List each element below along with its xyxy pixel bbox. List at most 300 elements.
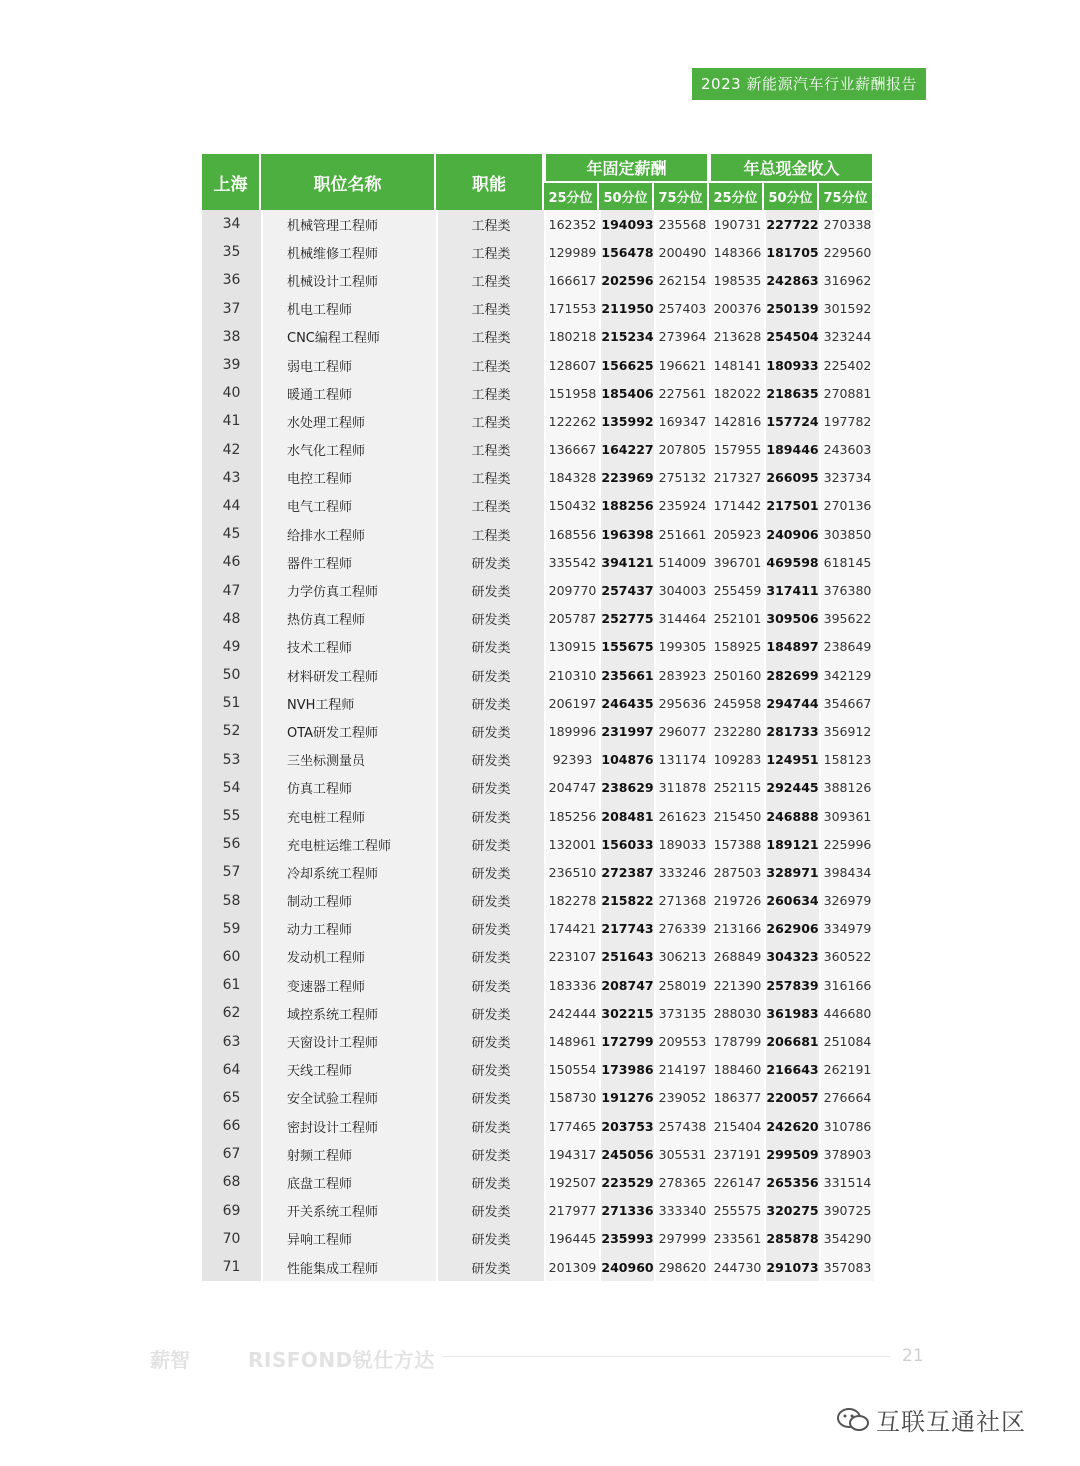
function-category-cell: 研发类 [436, 971, 544, 999]
total-p50-cell: 206681 [764, 1027, 819, 1055]
total-p25-cell: 157388 [709, 830, 764, 858]
total-p25-cell: 252101 [709, 605, 764, 633]
fixed-p50-cell: 203753 [599, 1112, 654, 1140]
row-number-cell: 52 [202, 717, 261, 745]
total-p25-cell: 217327 [709, 464, 764, 492]
total-p75-cell: 376380 [819, 576, 874, 604]
table-row [202, 1112, 874, 1140]
fixed-p25-cell: 174421 [544, 915, 599, 943]
fixed-p75-cell: 207805 [654, 436, 709, 464]
fixed-p50-cell: 394121 [599, 548, 654, 576]
total-p50-cell: 281733 [764, 717, 819, 745]
fixed-p75-cell: 273964 [654, 323, 709, 351]
total-p50-cell: 189446 [764, 436, 819, 464]
total-p75-cell: 342129 [819, 661, 874, 689]
fixed-p75-cell: 239052 [654, 1084, 709, 1112]
fixed-p75-cell: 278365 [654, 1168, 709, 1196]
total-p25-cell: 233561 [709, 1225, 764, 1253]
function-category-cell: 研发类 [436, 746, 544, 774]
fixed-p25-cell: 183336 [544, 971, 599, 999]
total-p75-cell: 331514 [819, 1168, 874, 1196]
fixed-p75-cell: 271368 [654, 887, 709, 915]
fixed-p25-cell: 180218 [544, 323, 599, 351]
fixed-p25-cell: 217977 [544, 1197, 599, 1225]
fixed-p75-cell: 295636 [654, 689, 709, 717]
total-p25-cell: 157955 [709, 436, 764, 464]
total-p25-cell: 148141 [709, 351, 764, 379]
function-category-cell: 工程类 [436, 266, 544, 294]
total-p25-cell: 255459 [709, 576, 764, 604]
role-name-cell: 射频工程师 [261, 1140, 436, 1168]
total-p25-cell: 109283 [709, 746, 764, 774]
header-total-cash: 年总现金收入 [709, 154, 874, 181]
table-row [202, 887, 874, 915]
row-number-cell: 44 [202, 492, 261, 520]
total-p25-cell: 226147 [709, 1168, 764, 1196]
row-number-cell: 69 [202, 1197, 261, 1225]
fixed-p75-cell: 298620 [654, 1253, 709, 1281]
total-p75-cell: 309361 [819, 802, 874, 830]
total-p75-cell: 225402 [819, 351, 874, 379]
fixed-p25-cell: 150432 [544, 492, 599, 520]
total-p75-cell: 238649 [819, 633, 874, 661]
total-p50-cell: 292445 [764, 774, 819, 802]
total-p75-cell: 270338 [819, 210, 874, 238]
row-number-cell: 67 [202, 1140, 261, 1168]
row-number-cell: 68 [202, 1168, 261, 1196]
role-name-cell: 动力工程师 [261, 915, 436, 943]
fixed-p25-cell: 177465 [544, 1112, 599, 1140]
fixed-p75-cell: 235924 [654, 492, 709, 520]
total-p25-cell: 252115 [709, 774, 764, 802]
watermark [836, 1402, 1026, 1439]
total-p50-cell: 242863 [764, 266, 819, 294]
fixed-p25-cell: 194317 [544, 1140, 599, 1168]
header-fixed-p75: 75分位 [654, 181, 709, 210]
row-number-cell: 70 [202, 1225, 261, 1253]
total-p25-cell: 255575 [709, 1197, 764, 1225]
total-p75-cell: 270881 [819, 379, 874, 407]
row-number-cell: 62 [202, 999, 261, 1027]
row-number-cell: 64 [202, 1056, 261, 1084]
total-p50-cell: 309506 [764, 605, 819, 633]
fixed-p75-cell: 261623 [654, 802, 709, 830]
total-p25-cell: 215450 [709, 802, 764, 830]
role-name-cell: 变速器工程师 [261, 971, 436, 999]
row-number-cell: 49 [202, 633, 261, 661]
total-p50-cell: 157724 [764, 407, 819, 435]
table-row [202, 1225, 874, 1253]
total-p75-cell: 301592 [819, 295, 874, 323]
role-name-cell: 给排水工程师 [261, 520, 436, 548]
fixed-p50-cell: 172799 [599, 1027, 654, 1055]
header-total-p25: 25分位 [709, 181, 764, 210]
fixed-p75-cell: 169347 [654, 407, 709, 435]
role-name-cell: 水处理工程师 [261, 407, 436, 435]
fixed-p75-cell: 209553 [654, 1027, 709, 1055]
total-p50-cell: 189121 [764, 830, 819, 858]
fixed-p25-cell: 148961 [544, 1027, 599, 1055]
fixed-p50-cell: 191276 [599, 1084, 654, 1112]
total-p50-cell: 250139 [764, 295, 819, 323]
function-category-cell: 工程类 [436, 351, 544, 379]
header-fixed-salary: 年固定薪酬 [544, 154, 709, 181]
fixed-p75-cell: 262154 [654, 266, 709, 294]
fixed-p75-cell: 297999 [654, 1225, 709, 1253]
function-category-cell: 研发类 [436, 1027, 544, 1055]
table-row [202, 661, 874, 689]
role-name-cell: 水气化工程师 [261, 436, 436, 464]
function-category-cell: 研发类 [436, 1197, 544, 1225]
function-category-cell: 研发类 [436, 1225, 544, 1253]
table-row [202, 915, 874, 943]
fixed-p50-cell: 194093 [599, 210, 654, 238]
row-number-cell: 61 [202, 971, 261, 999]
header-fixed-p25: 25分位 [544, 181, 599, 210]
table-row [202, 830, 874, 858]
total-p75-cell: 354667 [819, 689, 874, 717]
fixed-p25-cell: 158730 [544, 1084, 599, 1112]
row-number-cell: 36 [202, 266, 261, 294]
row-number-cell: 63 [202, 1027, 261, 1055]
fixed-p75-cell: 189033 [654, 830, 709, 858]
total-p50-cell: 266095 [764, 464, 819, 492]
fixed-p75-cell: 314464 [654, 605, 709, 633]
total-p25-cell: 142816 [709, 407, 764, 435]
function-category-cell: 研发类 [436, 999, 544, 1027]
table-row [202, 999, 874, 1027]
total-p25-cell: 171442 [709, 492, 764, 520]
function-category-cell: 工程类 [436, 492, 544, 520]
total-p50-cell: 216643 [764, 1056, 819, 1084]
role-name-cell: NVH工程师 [261, 689, 436, 717]
table-row [202, 295, 874, 323]
total-p50-cell: 361983 [764, 999, 819, 1027]
total-p25-cell: 205923 [709, 520, 764, 548]
table-row [202, 464, 874, 492]
fixed-p25-cell: 196445 [544, 1225, 599, 1253]
fixed-p50-cell: 196398 [599, 520, 654, 548]
function-category-cell: 研发类 [436, 633, 544, 661]
table-row [202, 323, 874, 351]
total-p25-cell: 396701 [709, 548, 764, 576]
total-p75-cell: 229560 [819, 238, 874, 266]
total-p50-cell: 184897 [764, 633, 819, 661]
total-p50-cell: 180933 [764, 351, 819, 379]
role-name-cell: 异响工程师 [261, 1225, 436, 1253]
role-name-cell: 技术工程师 [261, 633, 436, 661]
row-number-cell: 60 [202, 943, 261, 971]
fixed-p75-cell: 199305 [654, 633, 709, 661]
total-p50-cell: 246888 [764, 802, 819, 830]
fixed-p50-cell: 173986 [599, 1056, 654, 1084]
row-number-cell: 39 [202, 351, 261, 379]
total-p75-cell: 303850 [819, 520, 874, 548]
total-p75-cell: 243603 [819, 436, 874, 464]
fixed-p25-cell: 151958 [544, 379, 599, 407]
role-name-cell: 机械管理工程师 [261, 210, 436, 238]
total-p50-cell: 240906 [764, 520, 819, 548]
page-number: 21 [902, 1346, 924, 1366]
row-number-cell: 47 [202, 576, 261, 604]
total-p50-cell: 282699 [764, 661, 819, 689]
role-name-cell: 发动机工程师 [261, 943, 436, 971]
header-function: 职能 [436, 154, 544, 210]
total-p75-cell: 251084 [819, 1027, 874, 1055]
total-p25-cell: 188460 [709, 1056, 764, 1084]
fixed-p50-cell: 245056 [599, 1140, 654, 1168]
total-p75-cell: 446680 [819, 999, 874, 1027]
fixed-p50-cell: 252775 [599, 605, 654, 633]
total-p25-cell: 200376 [709, 295, 764, 323]
fixed-p25-cell: 122262 [544, 407, 599, 435]
total-p50-cell: 291073 [764, 1253, 819, 1281]
fixed-p50-cell: 202596 [599, 266, 654, 294]
total-p75-cell: 323244 [819, 323, 874, 351]
fixed-p50-cell: 135992 [599, 407, 654, 435]
fixed-p25-cell: 204747 [544, 774, 599, 802]
fixed-p75-cell: 283923 [654, 661, 709, 689]
role-name-cell: 机电工程师 [261, 295, 436, 323]
total-p25-cell: 186377 [709, 1084, 764, 1112]
function-category-cell: 研发类 [436, 774, 544, 802]
total-p50-cell: 317411 [764, 576, 819, 604]
salary-table [202, 154, 874, 1281]
fixed-p75-cell: 304003 [654, 576, 709, 604]
total-p25-cell: 178799 [709, 1027, 764, 1055]
total-p75-cell: 316166 [819, 971, 874, 999]
row-number-cell: 38 [202, 323, 261, 351]
role-name-cell: 暖通工程师 [261, 379, 436, 407]
table-row [202, 1027, 874, 1055]
function-category-cell: 研发类 [436, 605, 544, 633]
fixed-p25-cell: 210310 [544, 661, 599, 689]
function-category-cell: 工程类 [436, 238, 544, 266]
total-p75-cell: 276664 [819, 1084, 874, 1112]
footer-divider [442, 1356, 890, 1357]
row-number-cell: 48 [202, 605, 261, 633]
header-fixed-p50: 50分位 [599, 181, 654, 210]
function-category-cell: 研发类 [436, 576, 544, 604]
role-name-cell: 制动工程师 [261, 887, 436, 915]
fixed-p25-cell: 132001 [544, 830, 599, 858]
row-number-cell: 53 [202, 746, 261, 774]
fixed-p75-cell: 296077 [654, 717, 709, 745]
fixed-p75-cell: 131174 [654, 746, 709, 774]
role-name-cell: 天线工程师 [261, 1056, 436, 1084]
row-number-cell: 71 [202, 1253, 261, 1281]
role-name-cell: 域控系统工程师 [261, 999, 436, 1027]
table-row [202, 548, 874, 576]
fixed-p50-cell: 246435 [599, 689, 654, 717]
total-p25-cell: 215404 [709, 1112, 764, 1140]
role-name-cell: OTA研发工程师 [261, 717, 436, 745]
role-name-cell: 性能集成工程师 [261, 1253, 436, 1281]
row-number-cell: 35 [202, 238, 261, 266]
total-p25-cell: 198535 [709, 266, 764, 294]
total-p75-cell: 310786 [819, 1112, 874, 1140]
total-p25-cell: 219726 [709, 887, 764, 915]
row-number-cell: 51 [202, 689, 261, 717]
role-name-cell: 密封设计工程师 [261, 1112, 436, 1140]
total-p50-cell: 299509 [764, 1140, 819, 1168]
total-p25-cell: 245958 [709, 689, 764, 717]
total-p75-cell: 262191 [819, 1056, 874, 1084]
function-category-cell: 工程类 [436, 464, 544, 492]
role-name-cell: 电气工程师 [261, 492, 436, 520]
total-p50-cell: 181705 [764, 238, 819, 266]
fixed-p75-cell: 275132 [654, 464, 709, 492]
total-p50-cell: 469598 [764, 548, 819, 576]
fixed-p50-cell: 231997 [599, 717, 654, 745]
table-row [202, 858, 874, 886]
total-p50-cell: 265356 [764, 1168, 819, 1196]
total-p25-cell: 232280 [709, 717, 764, 745]
fixed-p25-cell: 92393 [544, 746, 599, 774]
function-category-cell: 研发类 [436, 1112, 544, 1140]
fixed-p75-cell: 251661 [654, 520, 709, 548]
fixed-p50-cell: 164227 [599, 436, 654, 464]
page-footer [150, 1340, 924, 1372]
fixed-p50-cell: 238629 [599, 774, 654, 802]
table-row [202, 520, 874, 548]
function-category-cell: 研发类 [436, 661, 544, 689]
fixed-p50-cell: 188256 [599, 492, 654, 520]
fixed-p25-cell: 242444 [544, 999, 599, 1027]
function-category-cell: 研发类 [436, 1253, 544, 1281]
total-p25-cell: 148366 [709, 238, 764, 266]
fixed-p50-cell: 104876 [599, 746, 654, 774]
function-category-cell: 工程类 [436, 520, 544, 548]
function-category-cell: 工程类 [436, 295, 544, 323]
fixed-p75-cell: 227561 [654, 379, 709, 407]
row-number-cell: 57 [202, 858, 261, 886]
fixed-p50-cell: 156033 [599, 830, 654, 858]
function-category-cell: 研发类 [436, 548, 544, 576]
fixed-p75-cell: 257403 [654, 295, 709, 323]
report-title-tag: 2023 新能源汽车行业薪酬报告 [692, 68, 926, 100]
total-p25-cell: 190731 [709, 210, 764, 238]
table-row [202, 1253, 874, 1281]
total-p50-cell: 254504 [764, 323, 819, 351]
function-category-cell: 研发类 [436, 830, 544, 858]
fixed-p75-cell: 196621 [654, 351, 709, 379]
fixed-p50-cell: 156478 [599, 238, 654, 266]
table-row [202, 717, 874, 745]
function-category-cell: 工程类 [436, 407, 544, 435]
total-p50-cell: 257839 [764, 971, 819, 999]
fixed-p50-cell: 251643 [599, 943, 654, 971]
function-category-cell: 研发类 [436, 1140, 544, 1168]
total-p75-cell: 197782 [819, 407, 874, 435]
fixed-p50-cell: 208747 [599, 971, 654, 999]
table-row [202, 1084, 874, 1112]
header-city: 上海 [202, 154, 261, 210]
function-category-cell: 研发类 [436, 1084, 544, 1112]
fixed-p75-cell: 258019 [654, 971, 709, 999]
header-total-p50: 50分位 [764, 181, 819, 210]
fixed-p25-cell: 171553 [544, 295, 599, 323]
function-category-cell: 工程类 [436, 210, 544, 238]
fixed-p50-cell: 235993 [599, 1225, 654, 1253]
table-row [202, 1140, 874, 1168]
total-p75-cell: 158123 [819, 746, 874, 774]
role-name-cell: 开关系统工程师 [261, 1197, 436, 1225]
total-p75-cell: 316962 [819, 266, 874, 294]
total-p75-cell: 378903 [819, 1140, 874, 1168]
fixed-p75-cell: 214197 [654, 1056, 709, 1084]
total-p75-cell: 225996 [819, 830, 874, 858]
watermark-text: 互联互通社区 [876, 1408, 1026, 1436]
function-category-cell: 研发类 [436, 717, 544, 745]
total-p50-cell: 285878 [764, 1225, 819, 1253]
fixed-p25-cell: 182278 [544, 887, 599, 915]
role-name-cell: 充电桩工程师 [261, 802, 436, 830]
fixed-p50-cell: 185406 [599, 379, 654, 407]
table-row [202, 576, 874, 604]
function-category-cell: 研发类 [436, 802, 544, 830]
fixed-p25-cell: 209770 [544, 576, 599, 604]
total-p75-cell: 388126 [819, 774, 874, 802]
total-p50-cell: 124951 [764, 746, 819, 774]
fixed-p75-cell: 276339 [654, 915, 709, 943]
total-p25-cell: 287503 [709, 858, 764, 886]
fixed-p75-cell: 306213 [654, 943, 709, 971]
fixed-p25-cell: 206197 [544, 689, 599, 717]
row-number-cell: 50 [202, 661, 261, 689]
table-row [202, 436, 874, 464]
fixed-p25-cell: 236510 [544, 858, 599, 886]
table-row [202, 746, 874, 774]
fixed-p75-cell: 200490 [654, 238, 709, 266]
role-name-cell: 机械设计工程师 [261, 266, 436, 294]
row-number-cell: 40 [202, 379, 261, 407]
total-p50-cell: 217501 [764, 492, 819, 520]
table-row [202, 633, 874, 661]
risfond-logo: RISFOND锐仕方达 [248, 1348, 435, 1372]
total-p25-cell: 237191 [709, 1140, 764, 1168]
fixed-p25-cell: 335542 [544, 548, 599, 576]
fixed-p25-cell: 129989 [544, 238, 599, 266]
fixed-p50-cell: 223529 [599, 1168, 654, 1196]
role-name-cell: 仿真工程师 [261, 774, 436, 802]
fixed-p50-cell: 217743 [599, 915, 654, 943]
fixed-p50-cell: 272387 [599, 858, 654, 886]
row-number-cell: 42 [202, 436, 261, 464]
row-number-cell: 59 [202, 915, 261, 943]
table-row [202, 379, 874, 407]
function-category-cell: 研发类 [436, 943, 544, 971]
function-category-cell: 研发类 [436, 689, 544, 717]
row-number-cell: 55 [202, 802, 261, 830]
function-category-cell: 研发类 [436, 915, 544, 943]
row-number-cell: 45 [202, 520, 261, 548]
fixed-p75-cell: 305531 [654, 1140, 709, 1168]
fixed-p25-cell: 201309 [544, 1253, 599, 1281]
table-row [202, 802, 874, 830]
total-p50-cell: 242620 [764, 1112, 819, 1140]
fixed-p25-cell: 128607 [544, 351, 599, 379]
total-p75-cell: 357083 [819, 1253, 874, 1281]
total-p75-cell: 398434 [819, 858, 874, 886]
total-p25-cell: 288030 [709, 999, 764, 1027]
total-p75-cell: 323734 [819, 464, 874, 492]
role-name-cell: 天窗设计工程师 [261, 1027, 436, 1055]
row-number-cell: 34 [202, 210, 261, 238]
table-row [202, 351, 874, 379]
fixed-p25-cell: 150554 [544, 1056, 599, 1084]
fixed-p75-cell: 311878 [654, 774, 709, 802]
